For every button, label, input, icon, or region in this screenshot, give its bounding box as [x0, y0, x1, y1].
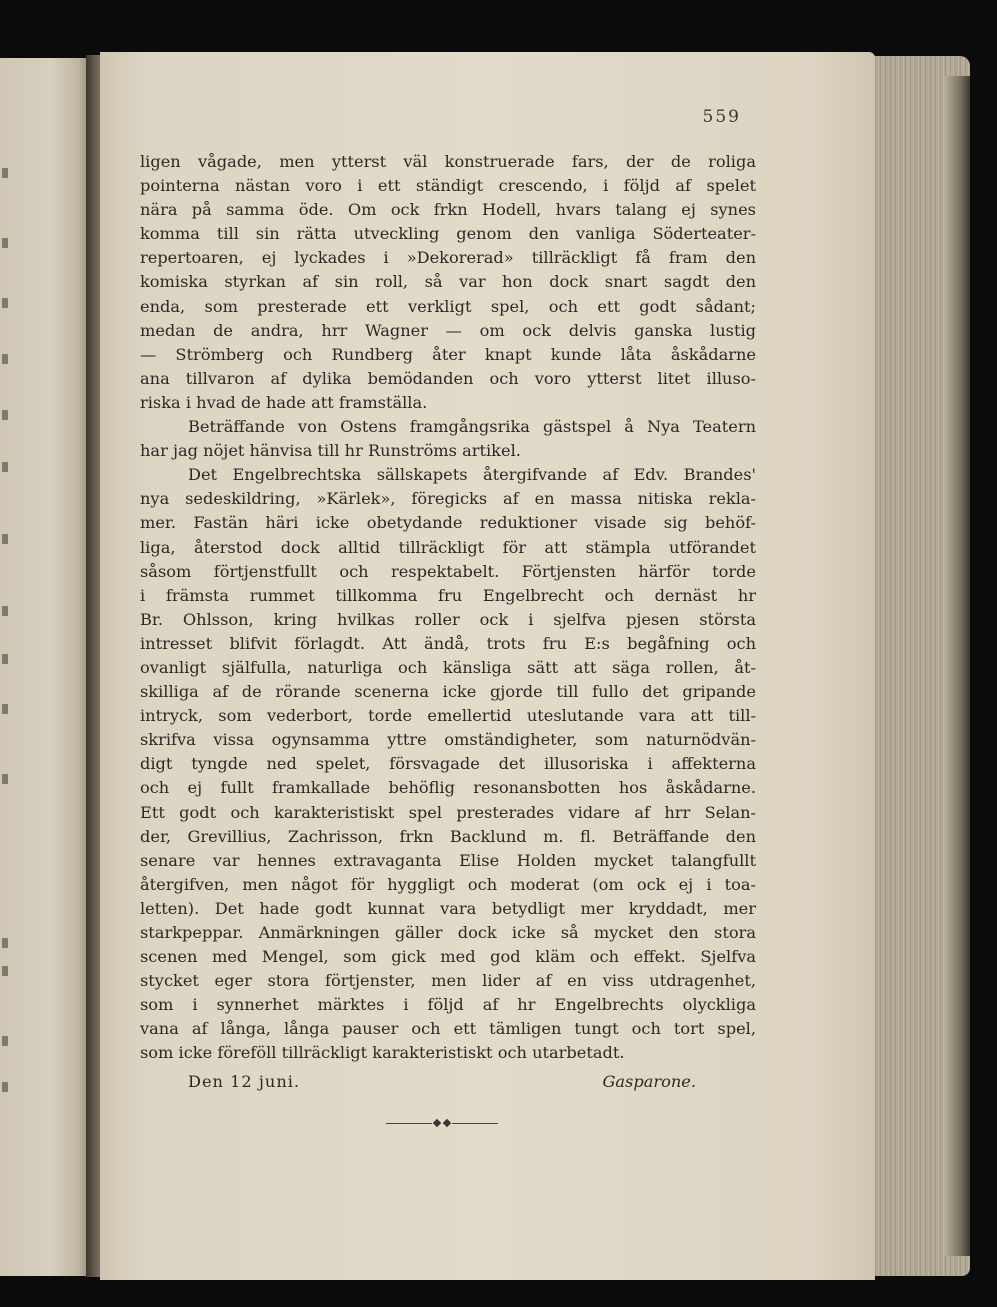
- text-line: och ej fullt framkallade behöflig resonansbotten hos åskådarne.: [140, 778, 756, 798]
- end-ornament: [386, 1117, 498, 1129]
- page-stack-edges: [872, 56, 970, 1276]
- text-line: som i synnerhet märktes i följd af hr Engelbrechts olyckliga: [140, 995, 756, 1015]
- page-margin-mark: [2, 774, 8, 784]
- text-line: starkpeppar. Anmärkningen gäller dock icke så mycket den stora: [140, 923, 756, 942]
- page-margin-mark: [2, 354, 8, 364]
- text-line: scenen med Mengel, som gick med god kläm och effekt. Sjelfva: [140, 947, 756, 967]
- page-margin-mark: [2, 966, 8, 976]
- text-line: letten). Det hade godt kunnat vara betydligt mer kryddadt, mer: [140, 898, 756, 918]
- text-line: ovanligt själfulla, naturliga och känsliga sätt att säga rollen, åt-: [140, 657, 756, 677]
- text-line: medan de andra, hrr Wagner — om ock delvis ganska lustig: [140, 320, 756, 340]
- dateline: Den 12 juni.: [188, 1072, 301, 1091]
- page-margin-mark: [2, 606, 8, 616]
- text-line: intresset blifvit förlagdt. Att ändå, trots fru E:s begåfning och: [140, 633, 756, 653]
- text-line: der, Grevillius, Zachrisson, frkn Backlund m. fl. Beträffande den: [140, 826, 756, 846]
- text-line: riska i hvad de hade att framställa.: [140, 392, 428, 412]
- page-margin-mark: [2, 654, 8, 664]
- ornament-rule-right: [452, 1123, 498, 1124]
- text-line: Br. Ohlsson, kring hvilkas roller ock i sjelfva pjesen största: [140, 609, 756, 629]
- page-margin-mark: [2, 168, 8, 178]
- text-line: pointerna nästan voro i ett ständigt crescendo, i följd af spelet: [140, 176, 756, 196]
- text-line: Ett godt och karakteristiskt spel presterades vidare af hrr Selan-: [140, 802, 756, 822]
- page-margin-mark: [2, 410, 8, 420]
- text-line: såsom förtjenstfullt och respektabelt. Förtjensten härför torde: [140, 561, 756, 581]
- text-line: skilliga af de rörande scenerna icke gjorde till fullo det gripande: [140, 682, 756, 702]
- text-line: som icke föreföll tillräckligt karakteristiskt och utarbetadt.: [140, 1043, 625, 1063]
- text-line: digt tyngde ned spelet, försvagade det illusoriska i affekterna: [140, 754, 756, 774]
- text-line: vana af långa, långa pauser och ett tämligen tungt och tort spel,: [140, 1019, 756, 1039]
- text-line: enda, som presterade ett verkligt spel, och ett godt sådant;: [140, 296, 756, 316]
- page-margin-mark: [2, 704, 8, 714]
- text-line: — Strömberg och Rundberg åter knapt kunde låta åskådarne: [140, 344, 756, 364]
- text-line: nära på samma öde. Om ock frkn Hodell, hvars talang ej synes: [140, 200, 756, 220]
- text-line: intryck, som vederbort, torde emellertid uteslutande vara att till-: [140, 706, 756, 726]
- page-margin-mark: [2, 938, 8, 948]
- page-margin-mark: [2, 462, 8, 472]
- text-line: senare var hennes extravaganta Elise Holden mycket talangfullt: [140, 850, 756, 870]
- signature-line: [188, 1072, 696, 1098]
- text-line: ana tillvaron af dylika bemödanden och voro ytterst litet illuso-: [140, 368, 756, 388]
- body-text: [140, 150, 756, 1066]
- text-line: nya sedeskildring, »Kärlek», föregicks af en massa nitiska rekla-: [140, 489, 756, 509]
- text-line: komiska styrkan af sin roll, så var hon dock snart sagdt den: [140, 272, 756, 292]
- page-margin-mark: [2, 534, 8, 544]
- text-line: Det Engelbrechtska sällskapets återgifvande af Edv. Brandes': [188, 465, 756, 485]
- text-line: stycket eger stora förtjenster, men lider af en viss utdragenhet,: [140, 971, 756, 991]
- ornament-rule-left: [386, 1123, 432, 1124]
- page-margin-mark: [2, 1082, 8, 1092]
- ornament-diamond: [433, 1119, 441, 1127]
- page-margin-mark: [2, 238, 8, 248]
- text-line: mer. Fastän häri icke obetydande reduktioner visade sig behöf-: [140, 513, 756, 533]
- text-line: skrifva vissa ogynsamma yttre omständigheter, som naturnödvän-: [140, 730, 756, 750]
- text-line: repertoaren, ej lyckades i »Dekorerad» tillräckligt få fram den: [140, 248, 756, 268]
- text-line: liga, återstod dock alltid tillräckligt för att stämpla utförandet: [140, 537, 756, 557]
- text-line: återgifven, men något för hyggligt och moderat (om ock ej i toa-: [140, 874, 756, 894]
- page-margin-mark: [2, 1036, 8, 1046]
- text-line: har jag nöjet hänvisa till hr Runströms artikel.: [140, 441, 521, 461]
- text-line: ligen vågade, men ytterst väl konstruerade fars, der de roliga: [140, 152, 756, 171]
- ornament-diamond: [443, 1119, 451, 1127]
- text-line: Beträffande von Ostens framgångsrika gästspel å Nya Teatern: [188, 417, 756, 437]
- text-line: i främsta rummet tillkomma fru Engelbrecht och dernäst hr: [140, 585, 756, 605]
- page-number: 559: [702, 107, 741, 127]
- author-signature: Gasparone.: [602, 1072, 696, 1091]
- previous-page-edge: [0, 58, 92, 1276]
- text-line: komma till sin rätta utveckling genom den vanliga Söderteater-: [140, 224, 756, 244]
- page-margin-mark: [2, 298, 8, 308]
